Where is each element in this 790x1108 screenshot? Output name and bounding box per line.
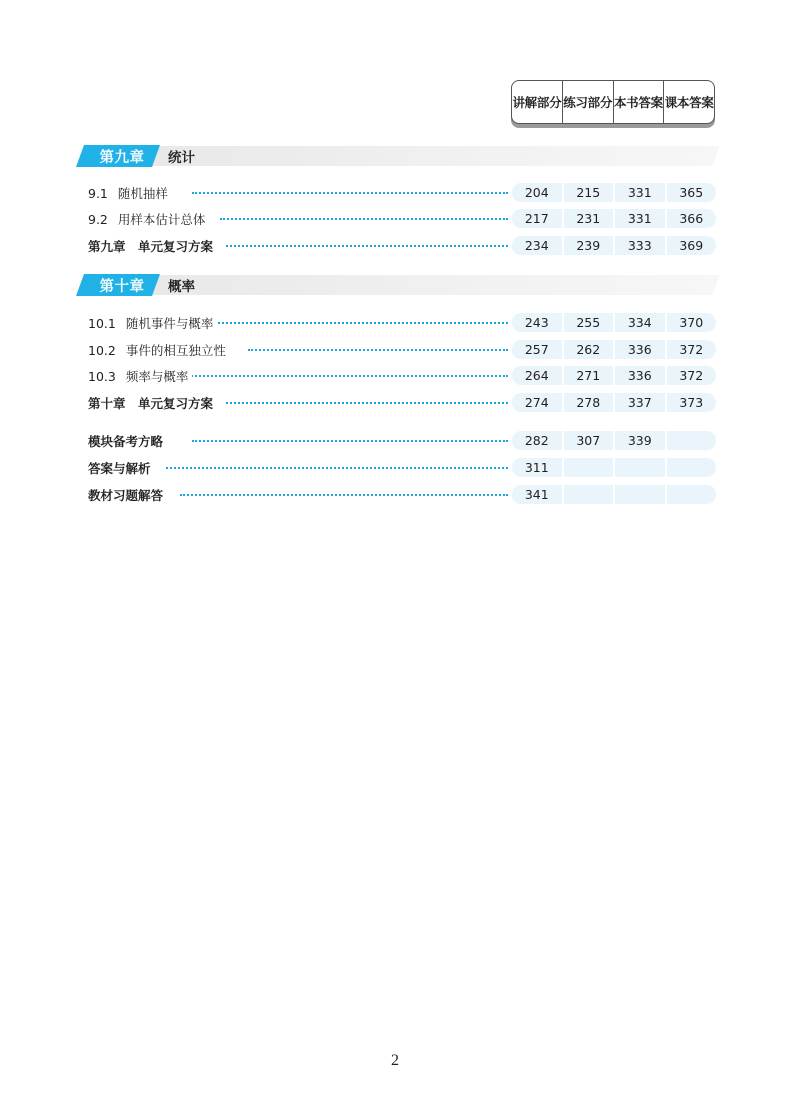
page-cell: 334 (615, 313, 667, 332)
page-cell: 372 (667, 366, 717, 385)
toc-row[interactable] (88, 209, 718, 229)
page-cell: 215 (564, 183, 616, 202)
page-cell: 333 (615, 236, 667, 255)
page-cell (667, 431, 717, 450)
page-cell: 204 (512, 183, 564, 202)
column-header-textbook-answers: 课本答案 (664, 95, 714, 110)
toc-entry-label: 第十章 单元复习方案 (88, 393, 217, 413)
page-cell: 262 (564, 340, 616, 359)
page-cell: 336 (615, 340, 667, 359)
page-cell (667, 458, 717, 477)
page-cell: 331 (615, 183, 667, 202)
toc-row[interactable] (88, 431, 718, 451)
page-cell: 264 (512, 366, 564, 385)
page-cell (615, 458, 667, 477)
page-cell: 372 (667, 340, 717, 359)
page-cell: 231 (564, 209, 616, 228)
toc-entry-label: 第九章 单元复习方案 (88, 236, 217, 256)
chapter-badge: 第九章 (99, 149, 145, 166)
page-cell: 217 (512, 209, 564, 228)
chapter-title: 统计 (168, 150, 195, 166)
page-cell: 336 (615, 366, 667, 385)
chapter-banner-9 (76, 145, 716, 167)
page-cell: 337 (615, 393, 667, 412)
page-cell: 234 (512, 236, 564, 255)
toc-row[interactable] (88, 183, 718, 203)
toc-entry-label: 10.1 随机事件与概率 (88, 313, 217, 333)
page-cell: 369 (667, 236, 717, 255)
toc-row[interactable] (88, 458, 718, 478)
page-cell (564, 485, 616, 504)
chapter-title: 概率 (168, 279, 195, 295)
column-header-lecture: 讲解部分 (512, 81, 563, 123)
column-header (511, 80, 715, 124)
page-cell: 278 (564, 393, 616, 412)
page-cell: 370 (667, 313, 717, 332)
toc-row[interactable] (88, 366, 718, 386)
page-cell: 255 (564, 313, 616, 332)
page-cell (667, 485, 717, 504)
page-number: 2 (391, 1052, 399, 1069)
chapter-banner-10 (76, 274, 716, 296)
toc-entry-label: 10.2 事件的相互独立性 (88, 340, 230, 360)
page-cell: 366 (667, 209, 717, 228)
toc-row[interactable] (88, 236, 718, 256)
page-cell: 311 (512, 458, 564, 477)
column-header-book-answers: 本书答案 (614, 81, 665, 123)
toc-row[interactable] (88, 485, 718, 505)
page-cell: 274 (512, 393, 564, 412)
toc-row[interactable] (88, 393, 718, 413)
toc-entry-label: 答案与解析 (88, 458, 155, 478)
toc-entry-label: 教材习题解答 (88, 485, 167, 505)
page-cell: 307 (564, 431, 616, 450)
page-cell (564, 458, 616, 477)
page-cell: 271 (564, 366, 616, 385)
page-cell: 365 (667, 183, 717, 202)
chapter-badge: 第十章 (99, 278, 145, 295)
page-cell: 373 (667, 393, 717, 412)
toc-row[interactable] (88, 313, 718, 333)
page-cell (615, 485, 667, 504)
page-cell: 243 (512, 313, 564, 332)
page-cell: 282 (512, 431, 564, 450)
toc-entry-label: 9.1 随机抽样 (88, 183, 172, 203)
page-cell: 257 (512, 340, 564, 359)
column-header-practice: 练习部分 (563, 81, 614, 123)
page-cell: 239 (564, 236, 616, 255)
page-cell: 331 (615, 209, 667, 228)
toc-row[interactable] (88, 340, 718, 360)
page-cell: 341 (512, 485, 564, 504)
page-cell: 339 (615, 431, 667, 450)
toc-entry-label: 9.2 用样本估计总体 (88, 209, 209, 229)
toc-entry-label: 10.3 频率与概率 (88, 366, 192, 386)
toc-entry-label: 模块备考方略 (88, 431, 167, 451)
